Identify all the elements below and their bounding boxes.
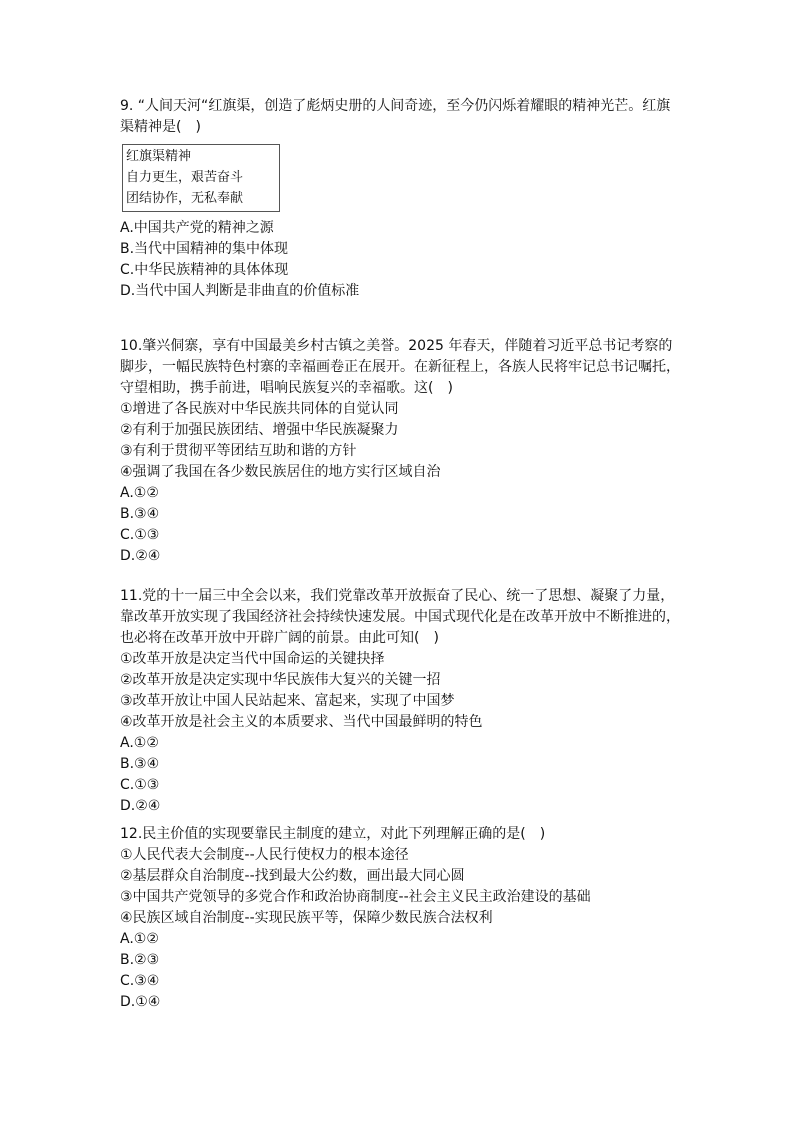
statement-2: ②改革开放是决定实现中华民族伟大复兴的关键一招 [120, 672, 441, 688]
question-11 [120, 586, 680, 817]
question-stem: 11.党的十一届三中全会以来，我们党靠改革开放振奋了民心、统一了思想、凝聚了力量，靠改革开放实现了我国经济社会持续快速发展。中国式现代化是在改革开放中不断推进的，也必将在改革开放中开辟广阔的前景。由此可知( ) [120, 588, 680, 646]
question-stem: 10.肇兴侗寨，享有中国最美乡村古镇之美誉。2025 年春天，伴随着习近平总书记考察的脚步，一幅民族特色村寨的幸福画卷正在展开。在新征程上，各族人民将牢记总书记嘱托，守望相助，携手前进，唱响民族复兴的幸福歌。这( ) [120, 338, 680, 396]
question-stem: 12.民主价值的实现要靠民主制度的建立，对此下列理解正确的是( ) [120, 826, 546, 842]
statement-2: ②基层群众自治制度--找到最大公约数，画出最大同心圆 [120, 868, 465, 884]
statement-1: ①增进了各民族对中华民族共同体的自觉认同 [120, 401, 399, 417]
quote-box [122, 144, 280, 212]
question-10 [120, 336, 680, 567]
option-a: A.①② [120, 735, 159, 751]
statement-2: ②有利于加强民族团结、增强中华民族凝聚力 [120, 422, 399, 438]
statement-1: ①改革开放是决定当代中国命运的关键抉择 [120, 651, 385, 667]
option-a: A.中国共产党的精神之源 [120, 220, 274, 236]
option-d: D.②④ [120, 798, 161, 814]
option-d: D.①④ [120, 994, 161, 1010]
statement-1: ①人民代表大会制度--人民行使权力的根本途径 [120, 847, 409, 863]
option-c: C.③④ [120, 973, 160, 989]
statement-4: ④民族区域自治制度--实现民族平等，保障少数民族合法权利 [120, 910, 493, 926]
statement-4: ④强调了我国在各少数民族居住的地方实行区域自治 [120, 464, 441, 480]
quote-box-line: 团结协作，无私奉献 [126, 191, 244, 206]
option-b: B.当代中国精神的集中体现 [120, 241, 289, 257]
statement-3: ③改革开放让中国人民站起来、富起来，实现了中国梦 [120, 693, 455, 709]
option-c: C.中华民族精神的具体体现 [120, 262, 289, 278]
option-a: A.①② [120, 485, 159, 501]
statement-3: ③中国共产党领导的多党合作和政治协商制度--社会主义民主政治建设的基础 [120, 889, 591, 905]
quote-box-line: 红旗渠精神 [126, 149, 192, 164]
option-d: D.当代中国人判断是非曲直的价值标准 [120, 283, 360, 299]
option-c: C.①③ [120, 527, 160, 543]
question-12 [120, 824, 680, 1013]
question-9 [120, 96, 680, 302]
option-b: B.③④ [120, 756, 160, 772]
option-b: B.③④ [120, 506, 160, 522]
option-c: C.①③ [120, 777, 160, 793]
question-stem: 9. “人间天河“红旗渠，创造了彪炳史册的人间奇迹，至今仍闪烁着耀眼的精神光芒。红旗渠精神是( ) [120, 98, 671, 135]
option-d: D.②④ [120, 548, 161, 564]
statement-4: ④改革开放是社会主义的本质要求、当代中国最鲜明的特色 [120, 714, 483, 730]
quote-box-line: 自力更生，艰苦奋斗 [126, 170, 244, 185]
statement-3: ③有利于贯彻平等团结互助和谐的方针 [120, 443, 357, 459]
option-b: B.②③ [120, 952, 160, 968]
option-a: A.①② [120, 931, 159, 947]
